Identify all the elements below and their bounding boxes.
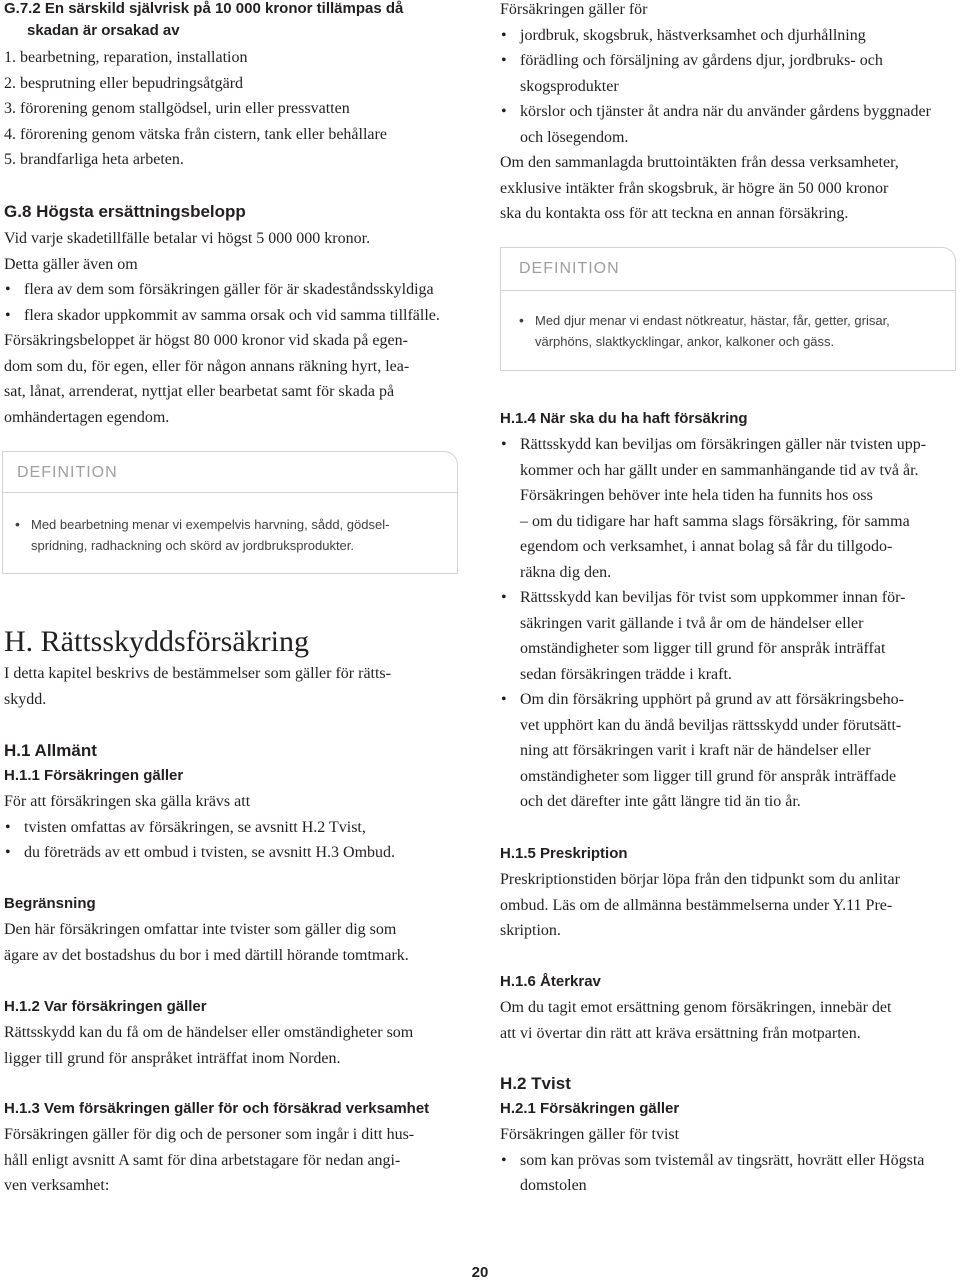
text-line: håll enligt avsnitt A samt för dina arbetstagare för nedan angi- [4,1151,401,1169]
h-intro [4,661,464,712]
text-line: Med djur menar vi endast nötkreatur, hästar, får, getter, grisar, [535,313,890,328]
text-line: skogsprodukter [520,77,619,95]
g72-item: 4. förorening genom vätska från cistern, tank eller behållare [4,125,387,143]
text-line: sat, lånat, arrenderat, nyttjat eller bearbetat samt för skada på [4,383,395,400]
text-line: som kan prövas som tvistemål av tingsrätt, hovrätt eller Högsta [520,1151,925,1169]
list-item: • tvisten omfattas av försäkringen, se avsnitt H.2 Tvist, [4,815,464,841]
list-item [500,432,956,585]
text-line: omständigheter som ligger till grund för anspråk inträffat [520,640,886,657]
g8-paragraph-3 [4,328,464,430]
definition-item [15,514,455,556]
h1-heading: H.1 Allmänt [4,741,97,760]
text-line: Preskriptionstiden börjar löpa från den tidpunkt som du anlitar [500,871,900,888]
h14-section [500,408,956,815]
list-item [500,585,956,687]
h21-section [500,1098,956,1199]
list-item [500,99,956,150]
list-item [500,48,956,99]
text-line: ligger till grund för anspråket inträffat inom Norden. [4,1049,341,1067]
g8-bullet-list [4,277,464,328]
h21-paragraph: Försäkringen gäller för tvist [500,1126,680,1143]
text-line: Rättsskydd kan beviljas om försäkringen gäller när tvisten upp- [520,436,927,453]
text-line: jordbruk, skogsbruk, hästverksamhet och djurhållning [520,26,866,44]
text-line: skydd. [4,690,47,708]
h14-bullet-list [500,432,956,815]
text-line: Rättsskydd kan du få om de händelser eller omständigheter som [4,1024,414,1041]
text-line: förädling och försäljning av gårdens djur, jordbruks- och [520,52,883,69]
page-number: 20 [471,1264,489,1281]
text-line: ven verksamhet: [4,1177,110,1194]
list-item [500,23,956,49]
text-line: kommer och har gällt under en sammanhängande tid av två år. [520,461,919,479]
g72-item: 1. bearbetning, reparation, installation [4,49,248,66]
text-line: skription. [500,922,561,939]
h11-paragraph: För att försäkringen ska gälla krävs att [4,793,251,810]
text-line: ska du kontakta oss för att teckna en annan försäkring. [500,205,849,222]
h21-bullet-list [500,1148,956,1199]
h12-section [4,996,464,1071]
begransning-section [4,893,464,968]
text-line: att vi övertar din rätt att kräva ersättning från motparten. [500,1024,861,1042]
text-line: Om den sammanlagda bruttointäkten från dessa verksamheter, [500,154,899,171]
text-line: ägare av det bostadshus du bor i med därtill hörande tomtmark. [4,946,409,964]
definition-box-djur [500,247,956,371]
h11-section [4,765,464,866]
h15-heading: H.1.5 Preskription [500,845,628,862]
list-item [500,1148,956,1199]
text-line: Försäkringen gäller för dig och de personer som ingår i ditt hus- [4,1126,415,1143]
text-line: Försäkringsbeloppet är högst 80 000 kronor vid skada på egen- [4,332,408,349]
text-line: Med bearbetning menar vi exempelvis harvning, sådd, gödsel- [31,517,390,532]
definition-title: DEFINITION [17,464,118,481]
text-line: domstolen [520,1177,587,1194]
h16-section [500,971,956,1046]
text-line: ning att försäkringen varit i kraft när de händelser eller [520,742,871,759]
g8-paragraph-2: Detta gäller även om [4,255,138,273]
text-line: – om du tidigare har haft samma slags försäkring, för samma [520,512,910,530]
text-line: Om din försäkring upphört på grund av att försäkringsbeho- [520,691,904,708]
list-item: • du företräds av ett ombud i tvisten, se avsnitt H.3 Ombud. [4,840,464,866]
h11-bullet-list [4,815,464,866]
g72-item: 3. förorening genom stallgödsel, urin eller pressvatten [4,100,350,117]
text-line: och det därefter inte gått längre tid än tio år. [520,793,801,810]
begransning-heading: Begränsning [4,895,96,912]
text-line: I detta kapitel beskrivs de bestämmelser som gäller för rätts- [4,665,391,682]
g8-section [4,200,464,430]
text-line: dom som du, för egen, eller för någon annans räkning hyrt, lea- [4,357,410,375]
g72-heading-line2: skadan är orsakad av [27,22,180,39]
definition-title: DEFINITION [519,260,620,277]
g72-item: 5. brandfarliga heta arbeten. [4,151,184,168]
g72-item: 2. besprutning eller bepudringsåtgärd [4,74,244,92]
g72-heading-line1: G.7.2 En särskild självrisk på 10 000 kronor tillämpas då [4,0,404,17]
definition-divider [3,492,457,493]
h14-heading: H.1.4 När ska du ha haft försäkring [500,410,748,427]
text-line: Om du tagit emot ersättning genom försäkringen, innebär det [500,999,892,1016]
text-line: och lösegendom. [520,128,629,146]
text-line: egendom och verksamhet, i annat bolag så får du tillgodo- [520,538,893,555]
g8-paragraph-1: Vid varje skadetillfälle betalar vi högst 5 000 000 kronor. [4,230,371,247]
scope-section [500,0,956,227]
text-line: ombud. Läs om de allmänna bestämmelserna under Y.11 Pre- [500,896,893,914]
text-line: värphöns, slaktkycklingar, ankor, kalkoner och gäss. [535,334,835,349]
text-line: säkringen varit gällande i två år om de händelser eller [520,614,864,632]
list-item: • flera av dem som försäkringen gäller för är skadeståndsskyldiga [4,277,464,303]
bullet-icon: • [519,312,524,328]
scope-intro: Försäkringen gäller för [500,1,648,18]
text-line: omhändertagen egendom. [4,408,170,426]
g72-list [4,45,464,173]
h12-heading: H.1.2 Var försäkringen gäller [4,998,207,1015]
h-chapter-title: H. Rättsskyddsförsäkring [4,625,309,658]
text-line: körslor och tjänster åt andra när du använder gårdens byggnader [520,103,931,120]
text-line: vet upphört kan du ändå beviljas rättsskydd under förutsätt- [520,716,902,734]
text-line: räkna dig den. [520,563,612,581]
list-item: • flera skador uppkommit av samma orsak och vid samma tillfälle. [4,303,464,329]
text-line: spridning, radhackning och skörd av jordbruksprodukter. [31,538,355,553]
text-line: Rättsskydd kan beviljas för tvist som uppkommer innan för- [520,589,906,606]
text-line: exklusive intäkter från skogsbruk, är högre än 50 000 kronor [500,179,889,197]
text-line: Försäkringen behöver inte hela tiden ha funnits hos oss [520,487,873,504]
scope-bullet-list [500,23,956,151]
text-line: omständigheter som ligger till grund för anspråk inträffade [520,767,897,785]
definition-divider [501,290,955,291]
g72-section [4,0,464,173]
g8-heading: G.8 Högsta ersättningsbelopp [4,202,246,221]
h16-heading: H.1.6 Återkrav [500,973,601,990]
h21-heading: H.2.1 Försäkringen gäller [500,1100,680,1117]
list-item [500,687,956,815]
h15-section [500,843,956,944]
h13-heading: H.1.3 Vem försäkringen gäller för och försäkrad verksamhet [4,1100,430,1117]
h13-section [4,1098,464,1199]
definition-item [519,310,949,352]
definition-box-bearbetning [2,451,458,574]
bullet-icon: • [15,516,20,532]
text-line: Den här försäkringen omfattar inte tvister som gäller dig som [4,921,397,938]
h2-heading: H.2 Tvist [500,1074,571,1093]
h11-heading: H.1.1 Försäkringen gäller [4,767,184,784]
g72-heading [4,0,464,42]
text-line: sedan försäkringen trädde i kraft. [520,665,732,683]
